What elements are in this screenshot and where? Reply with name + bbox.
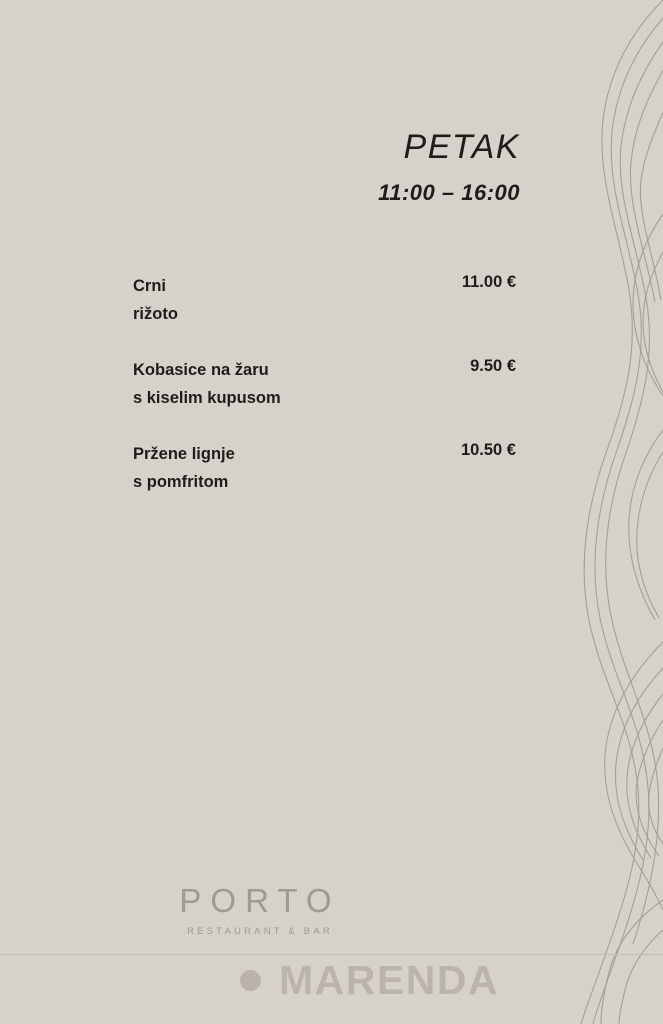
brand-subtitle: RESTAURANT & BAR bbox=[187, 926, 333, 937]
dot-icon bbox=[240, 970, 261, 991]
dish-name-line2: s kiselim kupusom bbox=[133, 389, 281, 408]
footer-content bbox=[240, 957, 500, 1003]
list-item bbox=[133, 440, 516, 497]
divider bbox=[0, 954, 663, 955]
dish-name-line2: rižoto bbox=[133, 305, 178, 324]
menu-list bbox=[133, 272, 516, 523]
page-title: PETAK bbox=[403, 128, 520, 166]
dish-name bbox=[133, 440, 235, 497]
brand-name: PORTO bbox=[179, 882, 341, 919]
dish-name bbox=[133, 272, 178, 329]
dish-price: 11.00 € bbox=[461, 273, 516, 291]
footer-bar bbox=[0, 954, 663, 1024]
dish-price: 10.50 € bbox=[460, 440, 516, 459]
dish-name-line2: s pomfritom bbox=[133, 472, 229, 491]
dish-name-line1: Pržene lignje bbox=[133, 444, 235, 463]
dish-name bbox=[133, 356, 281, 413]
service-hours: 11:00 – 16:00 bbox=[378, 180, 520, 205]
dish-name-line1: Crni bbox=[133, 277, 166, 295]
footer-wordmark: MARENDA bbox=[279, 957, 500, 1003]
brand-block bbox=[0, 884, 520, 937]
list-item bbox=[133, 272, 516, 329]
list-item bbox=[133, 356, 516, 413]
topographic-lines-decoration bbox=[533, 0, 663, 1024]
dish-name-line1: Kobasice na žaru bbox=[133, 360, 269, 379]
menu-header bbox=[0, 130, 520, 206]
dish-price: 9.50 € bbox=[470, 356, 516, 375]
